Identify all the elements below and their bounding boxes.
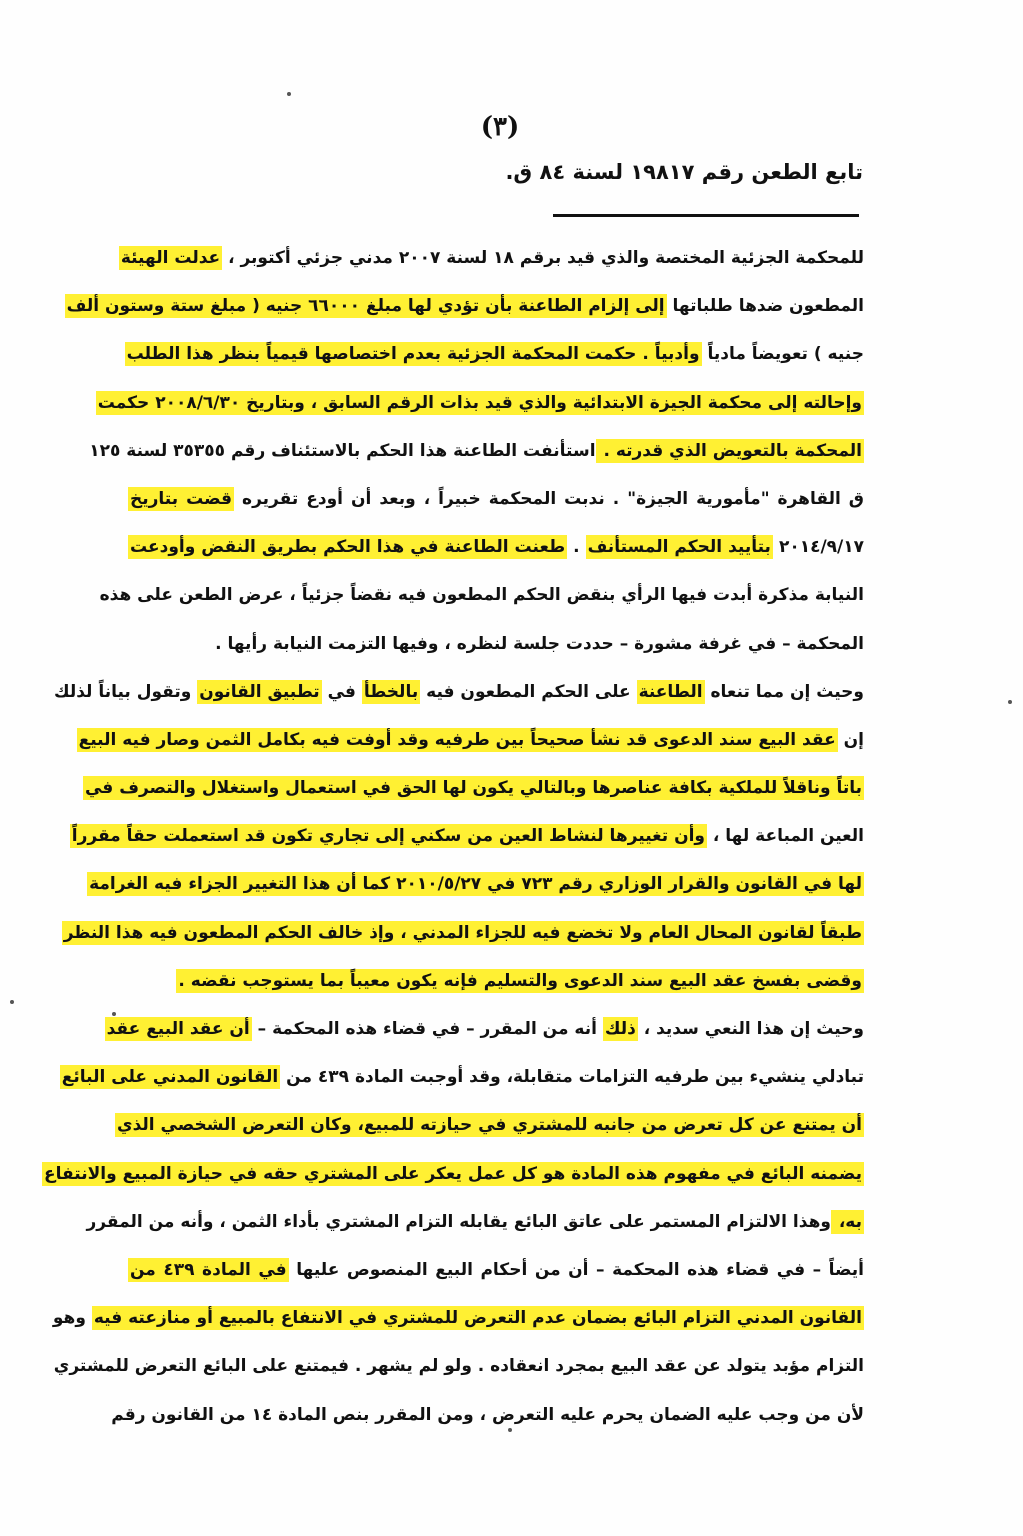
highlighted-text: الطاعنة [638,681,703,702]
text-segment: وحيث إن مما تنعاه [704,681,864,702]
highlighted-text: وأدبياً . حكمت المحكمة الجزئية بعدم اختصاصها قيمياً بنظر هذا الطلب [126,344,700,365]
text-segment: وهذا الالتزام المستمر على عاتق البائع يقابله التزام المشتري بأداء الثمن ، وأنه من المقرر [86,1211,831,1232]
text-line [53,1346,864,1394]
text-line [66,286,864,334]
text-line [61,1057,864,1105]
highlighted-text: القانون المدني التزام البائع بضمان عدم التعرض للمشتري في الانتفاع بالمبيع أو منازعته فيه [93,1308,862,1329]
text-line [117,1105,864,1153]
highlighted-text: أن يمتنع عن كل تعرض من جانبه للمشتري في حيازته للمبيع، وكان التعرض الشخصي الذي [117,1115,862,1136]
text-line [106,1009,864,1057]
highlighted-text: بتأييد الحكم المستأنف [587,537,771,558]
text-line [99,575,864,623]
text-line [128,1250,864,1298]
highlighted-text: عقد البيع سند الدعوى قد نشأ صحيحاً بين طرفيه وقد أوفت فيه بكامل الثمن وصار فيه البيع [78,729,836,750]
text-segment: إن [837,729,864,750]
text-line [86,1202,864,1250]
text-segment: تبادلي ينشيء بين طرفيه التزامات متقابلة، وقد أوجبت المادة ٤٣٩ من [280,1067,864,1088]
text-segment: جنيه ) تعويضاً مادياً [701,344,864,365]
highlighted-text: ذلك [604,1019,636,1039]
text-line [128,961,864,1009]
text-line [63,913,864,961]
highlighted-text: باتاً وناقلاً للملكية بكافة عناصرها وبالتالي يكون لها الحق في استعمال واستغلال والتصرف في [84,778,862,799]
text-line [44,1154,864,1202]
text-segment: النيابة مذكرة أبدت فيها الرأي بنقض الحكم المطعون فيه نقضاً جزئياً ، عرض الطعن على هذه [99,585,864,606]
text-segment: استأنفت الطاعنة هذا الحكم بالاستئناف رقم ٣٥٣٥٥ لسنة ١٢٥ [89,440,596,461]
highlighted-text: يضمنه البائع في مفهوم هذه المادة هو كل عمل يعكر على المشتري حقه في حيازة المبيع والانتفاع [44,1163,862,1184]
text-line [84,768,864,816]
highlighted-text: المحكمة بالتعويض الذي قدرته . [597,440,862,461]
text-line [128,334,864,382]
text-line [53,672,864,720]
text-segment: وتقول بياناً لذلك [53,681,198,702]
text-segment: لأن من وجب عليه الضمان يحرم عليه التعرض ، ومن المقرر بنص المادة ١٤ من القانون رقم [111,1404,864,1425]
highlighted-text: وقضى بفسخ عقد البيع سند الدعوى والتسليم فإنه يكون معيباً بما يستوجب نقضه . [178,970,862,991]
page-number: (٣) [480,112,520,142]
text-segment: في [321,681,362,702]
text-segment: . [567,537,586,558]
judgment-body-text [44,238,865,1443]
text-segment: وحيث إن هذا النعي سديد ، [637,1019,864,1039]
text-segment: المحكمة – في غرفة مشورة – حددت جلسة لنظره ، وفيها التزمت النيابة رأيها . [215,633,864,654]
text-line [89,864,864,912]
highlighted-text: قضت بتاريخ [130,488,233,509]
highlighted-text: وإحالته إلى محكمة الجيزة الابتدائية والذي قيد بذات الرقم السابق ، وبتاريخ ٢٠٠٨/٦/٣٠ حكمت [97,392,862,413]
text-line [71,816,864,864]
highlighted-text: طعنت الطاعنة في هذا الحكم بطريق النقض وأودعت [130,537,566,558]
header-underline [553,214,859,217]
scan-speck [1008,700,1012,704]
highlighted-text: في المادة ٤٣٩ من [130,1259,287,1280]
text-line [89,431,864,479]
highlighted-text: عدلت الهيئة [120,248,221,268]
text-segment: أنه من المقرر – في قضاء هذه المحكمة – [251,1019,603,1039]
highlighted-text: طبقاً لقانون المحال العام ولا تخضع فيه للجزاء المدني ، وإذ خالف الحكم المطعون فيه هذا النظر [63,922,862,943]
case-reference: تابع الطعن رقم ١٩٨١٧ لسنة ٨٤ ق. [505,160,863,184]
highlighted-text: به، [832,1211,862,1232]
text-line [78,720,864,768]
text-segment: ٢٠١٤/٩/١٧ [772,537,865,558]
highlighted-text: لها في القانون والقرار الوزاري رقم ٧٢٣ في ٢٠١٠/٥/٢٧ كما أن هذا التغيير الجزاء فيه الغرامة [89,874,862,895]
highlighted-text: أن عقد البيع عقد [106,1019,250,1039]
text-segment: وهو [52,1308,92,1329]
text-line [97,383,864,431]
text-segment: العين المباعة لها ، [706,826,864,847]
scan-speck [10,1000,14,1004]
text-segment: التزام مؤبد يتولد عن عقد البيع بمجرد انعقاده . ولو لم يشهر . فيمتنع على البائع التعرض للمشتري [53,1356,864,1377]
text-segment: ق القاهرة "مأمورية الجيزة" . ندبت المحكمة خبيراً ، وبعد أن أودع تقريره [234,488,864,509]
scan-speck [287,92,291,96]
text-line [111,1395,864,1443]
highlighted-text: إلى إلزام الطاعنة بأن تؤدي لها مبلغ ٦٦٠٠٠ جنيه ( مبلغ ستة وستون ألف [66,296,665,317]
highlighted-text: القانون المدني على البائع [61,1067,279,1088]
text-line [128,527,864,575]
text-line [128,624,864,672]
highlighted-text: وأن تغييرها لنشاط العين من سكني إلى تجاري تكون قد استعملت حقاً مقرراً [71,826,705,847]
text-line [128,479,864,527]
text-line [52,1298,864,1346]
text-segment: أيضاً – في قضاء هذه المحكمة – أن من أحكام البيع المنصوص عليها [288,1259,865,1280]
text-line [120,238,864,286]
text-segment: على الحكم المطعون فيه [420,681,637,702]
text-segment: المطعون ضدها طلباتها [666,296,864,317]
text-segment: للمحكمة الجزئية المختصة والذي قيد برقم ١٨ لسنة ٢٠٠٧ مدني جزئي أكتوبر ، [222,248,864,268]
highlighted-text: تطبيق القانون [199,681,320,702]
highlighted-text: بالخطأ [363,681,419,702]
